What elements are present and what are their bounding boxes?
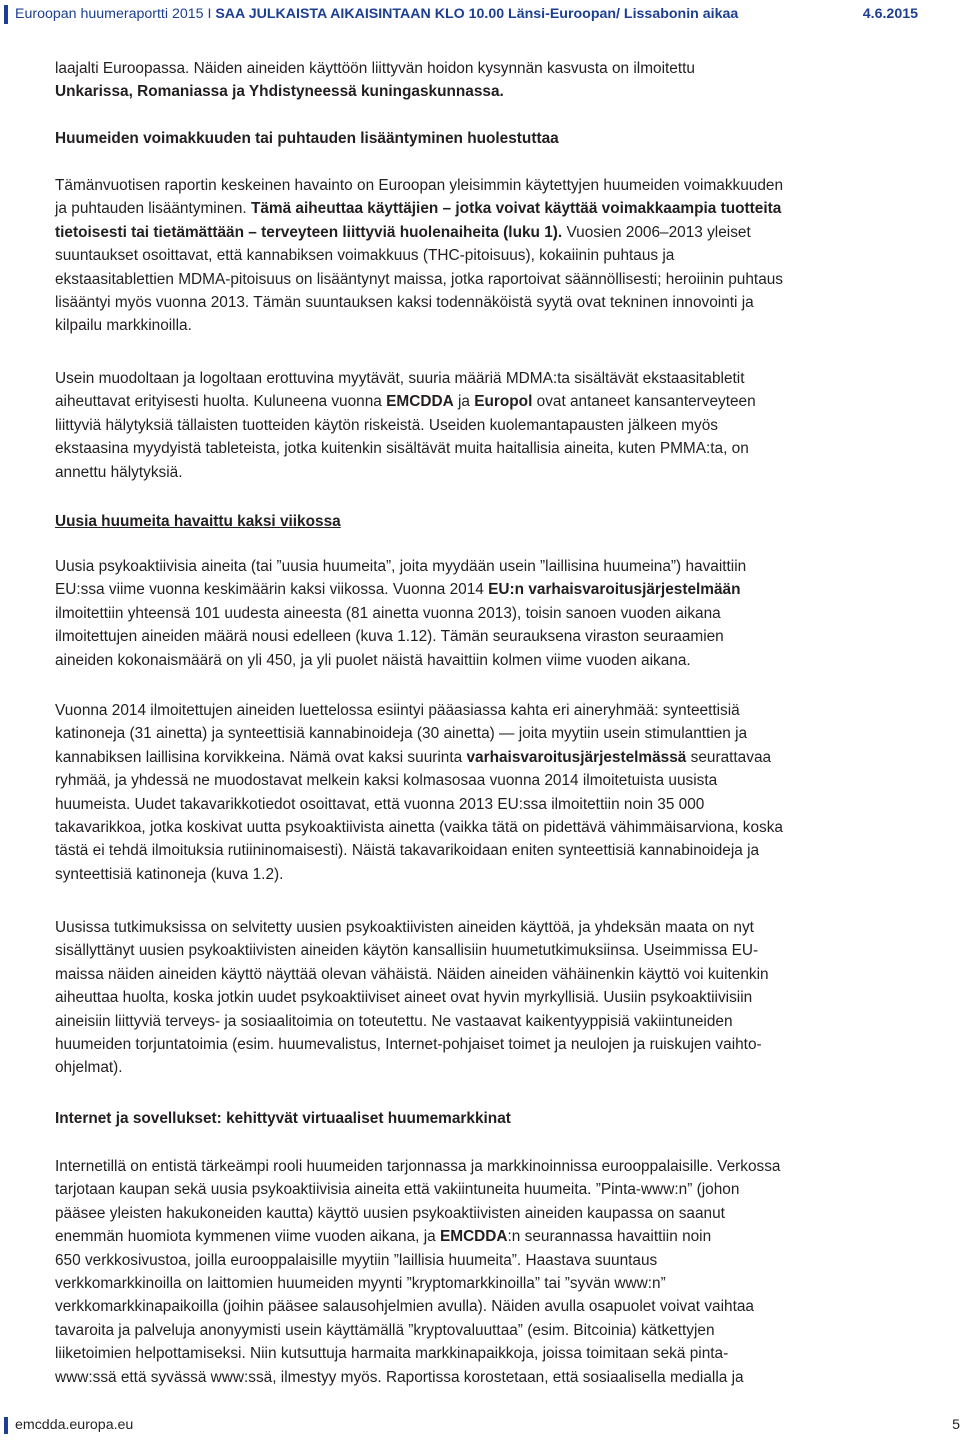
page-header [0, 0, 960, 30]
text-run: tarjotaan kaupan sekä uusia psykoaktiivisia aineita että vakiintuneita huumeita. ”Pinta-www:n” (johon [55, 1181, 740, 1199]
text-run: Uusissa tutkimuksissa on selvitetty uusien psykoaktiivisten aineiden käyttöä, ja yhdeksän maata on nyt [55, 919, 754, 936]
text-line [55, 1178, 925, 1201]
paragraph [55, 367, 925, 484]
text-run: enemmän huomiota kymmenen viime vuoden aikana, ja [55, 1228, 440, 1246]
text-run: Uusia psykoaktiivisia aineita (tai ”uusia huumeita”, joita myydään usein ”laillisina huumeina”) havaittiin [55, 558, 747, 575]
section-heading [55, 510, 925, 533]
text-line [55, 1202, 925, 1225]
bold-text: Unkarissa, Romaniassa ja Yhdistyneessä kuningaskunnassa. [55, 83, 504, 101]
text-line [55, 916, 925, 939]
text-run: Internetillä on entistä tärkeämpi rooli huumeiden tarjonnassa ja markkinoinnissa eurooppalaisille. Verkossa [55, 1158, 781, 1175]
text-line [55, 461, 925, 484]
text-run: liittyviä hälytyksiä tällaisten tuotteiden käytön riskeistä. Useiden kuolemantapausten jälkeen myös [55, 416, 718, 434]
text-run: huumeista. Uudet takavarikkotiedot osoittavat, että vuonna 2013 EU:ssa ilmoitettiin noin 35 000 [55, 795, 705, 813]
text-run: :n seurannassa havaittiin noin [507, 1228, 712, 1246]
text-run: takavarikkoa, jotka koskivat uutta psykoaktiivista ainetta (vaikka tätä on pidettävä vähimmäisarviona, koska [55, 819, 783, 837]
text-run: aiheuttavat erityisesti huolta. [55, 393, 254, 411]
text-line [55, 174, 925, 197]
text-line [55, 244, 925, 267]
text-line [55, 367, 925, 390]
text-run: aiheuttaa huolta, koska jotkin uudet psykoaktiiviset aineet ovat hyvin myrkyllisiä. Uusiin psykoaktiivisiin [55, 989, 753, 1007]
bold-text: varhaisvaroitusjärjestelmässä [466, 748, 687, 766]
bold-text: Tämä aiheuttaa käyttäjien – jotka voivat käyttää voimakkaampia tuotteita [250, 200, 782, 218]
text-line [55, 939, 925, 962]
text-line [55, 722, 925, 745]
text-line [55, 746, 925, 769]
text-run: Uusia huumeita havaittu kaksi viikossa [55, 513, 341, 530]
text-line [55, 80, 925, 103]
text-run: annettu hälytyksiä. [55, 463, 183, 481]
text-line [55, 127, 925, 150]
footer-website[interactable]: emcdda.europa.eu [15, 1417, 134, 1433]
header-date: 4.6.2015 [862, 6, 918, 22]
text-run: lisääntyi myös vuonna 2013. Tämän suuntauksen kaksi todennäköistä syytä ovat tekninen innovointi ja [55, 294, 754, 312]
text-run: kannabiksen laillisina korvikkeina. Nämä ovat kaksi suurinta [55, 748, 467, 766]
text-run: maissa näiden aineiden käyttö näyttää olevan vähäistä. Näiden aineiden vähäinenkin käyttö voi kuitenkin [55, 965, 769, 983]
text-line [55, 555, 925, 578]
text-run: Vuosien 2006–2013 yleiset [562, 223, 751, 241]
text-line [55, 197, 925, 220]
text-run: ovat antaneet kansanterveyteen [532, 393, 756, 411]
text-run: ekstaasitablettien MDMA-pitoisuus on lisääntynyt maissa, jotka raportoivat säännöllisesti; heroiinin puhtaus [55, 270, 784, 288]
section-heading [55, 127, 925, 150]
text-line [55, 625, 925, 648]
page-number: 5 [952, 1417, 960, 1433]
paragraph [55, 699, 925, 886]
text-line [55, 699, 925, 722]
text-run: liiketoimien helpottamiseksi. Niin kutsuttuja harmaita markkinapaikkoja, joissa toimitaan sekä pinta- [55, 1345, 729, 1363]
text-run: ekstaasina myydyistä tableteista, jotka kuitenkin sisältävät muita haitallisia aineita, kuten PMMA:ta, on [55, 440, 749, 458]
text-line [55, 649, 925, 672]
text-line [55, 510, 925, 533]
text-run: 650 verkkosivustoa, joilla eurooppalaisille myytiin ”laillisia huumeita”. Haastava suuntaus [55, 1251, 658, 1269]
text-line [55, 769, 925, 792]
text-line [55, 986, 925, 1009]
text-run: tavaroita ja palveluja anonyymisti usein käyttämällä ”kryptovaluuttaa” (esim. Bitcoinia) kätkettyjen [55, 1321, 715, 1339]
text-line [55, 1225, 925, 1248]
text-line [55, 793, 925, 816]
text-run: synteettisiä katinoneja (kuva 1.2). [55, 865, 284, 883]
text-run: huumeiden torjuntatoimia (esim. huumevalistus, Internet-pohjaiset toimet ja neulojen ja ruiskujen vaihto- [55, 1036, 762, 1054]
text-line [55, 1272, 925, 1295]
header-title-prefix: Euroopan huumeraportti 2015 I [15, 6, 216, 22]
paragraph [55, 174, 925, 338]
text-line [55, 1249, 925, 1272]
bold-text: EMCDDA [386, 393, 454, 411]
text-run: Huumeiden voimakkuuden tai puhtauden lisääntyminen huolestuttaa [55, 130, 559, 147]
text-line [55, 816, 925, 839]
footer-accent-bar [4, 1417, 8, 1434]
paragraph [55, 57, 925, 104]
text-line [55, 291, 925, 314]
text-line [55, 1056, 925, 1079]
text-run: ilmoitettujen aineiden määrä nousi edelleen (kuva 1.12). Tämän seurauksena viraston seuraamien [55, 628, 724, 646]
text-run: katinoneja (31 ainetta) ja synteettisiä kannabinoideja (30 ainetta) — joita myytiin usein stimulanttien ja [55, 725, 748, 743]
text-run: seurattavaa [686, 748, 772, 766]
text-run: pääsee yleisten hakukoneiden kautta) käyttö uusien psykoaktiivisten aineiden kaupassa on saanut [55, 1204, 725, 1222]
text-line [55, 1010, 925, 1033]
text-line [55, 1155, 925, 1178]
text-run: Vuonna 2014 ilmoitettujen aineiden luettelossa esiintyi pääasiassa kahta eri aineryhmää: synteettisiä [55, 702, 740, 719]
text-line [55, 1342, 925, 1365]
text-line [55, 1366, 925, 1389]
text-run: aineiden kokonaismäärä on yli 450, ja yli puolet näistä havaittiin kolmen viime vuoden aikana. [55, 651, 691, 669]
text-line [55, 863, 925, 886]
page-footer [0, 1414, 960, 1436]
text-run: Tämänvuotisen raportin keskeinen havainto on Euroopan yleisimmin käytettyjen huumeiden voimakkuuden [55, 177, 784, 194]
text-run: kilpailu markkinoilla. [55, 317, 192, 335]
text-line [55, 414, 925, 437]
text-run: Kuluneena vuonna [253, 393, 387, 411]
header-title [15, 5, 738, 24]
text-run: verkkomarkkinapaikoilla (joihin pääsee salausohjelmien avulla). Näiden avulla osapuolet voivat vaihtaa [55, 1298, 754, 1316]
paragraph [55, 1155, 925, 1389]
text-line [55, 1107, 925, 1130]
text-line [55, 390, 925, 413]
text-run: aineisiin liittyviä terveys- ja sosiaalitoimia on toteutettu. Ne vastaavat kaikentyyppisiä vakiintuneiden [55, 1012, 733, 1030]
bold-text: Europol [474, 393, 533, 411]
text-run: ryhmää, ja yhdessä ne muodostavat melkein kaksi kolmasosaa vuonna 2014 ilmoitetuista uusista [55, 772, 718, 790]
text-line [55, 963, 925, 986]
bold-text: tietoisesti tai tietämättään – terveyteen liittyviä huolenaiheita (luku 1). [55, 223, 563, 241]
text-run: ja [453, 393, 475, 411]
text-run: laajalti Euroopassa. Näiden aineiden käyttöön liittyvän hoidon kysynnän kasvusta on ilmoitettu [55, 60, 695, 77]
text-line [55, 57, 925, 80]
text-run: Internet ja sovellukset: kehittyvät virtuaaliset huumemarkkinat [55, 1110, 511, 1127]
section-heading [55, 1107, 925, 1130]
header-accent-bar [4, 5, 8, 24]
text-line [55, 437, 925, 460]
text-run: www:ssä että syvässä www:ssä, ilmestyy myös. Raportissa korostetaan, että sosiaalisella medialla ja [55, 1368, 744, 1386]
text-line [55, 1295, 925, 1318]
text-run: verkkomarkkinoilla on laittomien huumeiden myynti ”kryptomarkkinoilla” tai ”syvän www:n” [55, 1275, 666, 1293]
text-run: sisällyttänyt uusien psykoaktiivisten aineiden käytön kansallisiin huumetutkimuksiinsa. Useimmissa EU- [55, 942, 759, 960]
text-run: ilmoitettiin yhteensä 101 uudesta aineesta (81 ainetta vuonna 2013), toisin sanoen vuoden aikana [55, 604, 721, 622]
text-run: EU:ssa viime vuonna keskimäärin kaksi viikossa. Vuonna 2014 [55, 581, 489, 599]
text-run: suuntaukset osoittavat, että kannabiksen voimakkuus (THC-pitoisuus), kokaiinin puhtaus ja [55, 247, 675, 265]
text-run: Usein muodoltaan ja logoltaan erottuvina myytävät, suuria määriä MDMA:ta sisältävät ekstaasitabletit [55, 370, 745, 387]
text-line [55, 314, 925, 337]
bold-text: EMCDDA [439, 1228, 508, 1246]
text-line [55, 221, 925, 244]
text-line [55, 1319, 925, 1342]
text-line [55, 839, 925, 862]
text-run: ohjelmat). [55, 1059, 123, 1077]
text-line [55, 578, 925, 601]
text-run: tästä ei tehdä ilmoituksia rutiininomaisesti). Näistä takavarikoidaan eniten synteettisiä kannabinoideja ja [55, 842, 760, 860]
text-line [55, 1033, 925, 1056]
header-embargo-notice: SAA JULKAISTA AIKAISINTAAN KLO 10.00 Länsi-Euroopan/ Lissabonin aikaa [215, 6, 739, 22]
bold-text: EU:n varhaisvaroitusjärjestelmään [488, 581, 741, 599]
paragraph [55, 916, 925, 1080]
text-line [55, 268, 925, 291]
paragraph [55, 555, 925, 672]
text-line [55, 602, 925, 625]
text-run: ja puhtauden lisääntyminen. [55, 200, 251, 218]
